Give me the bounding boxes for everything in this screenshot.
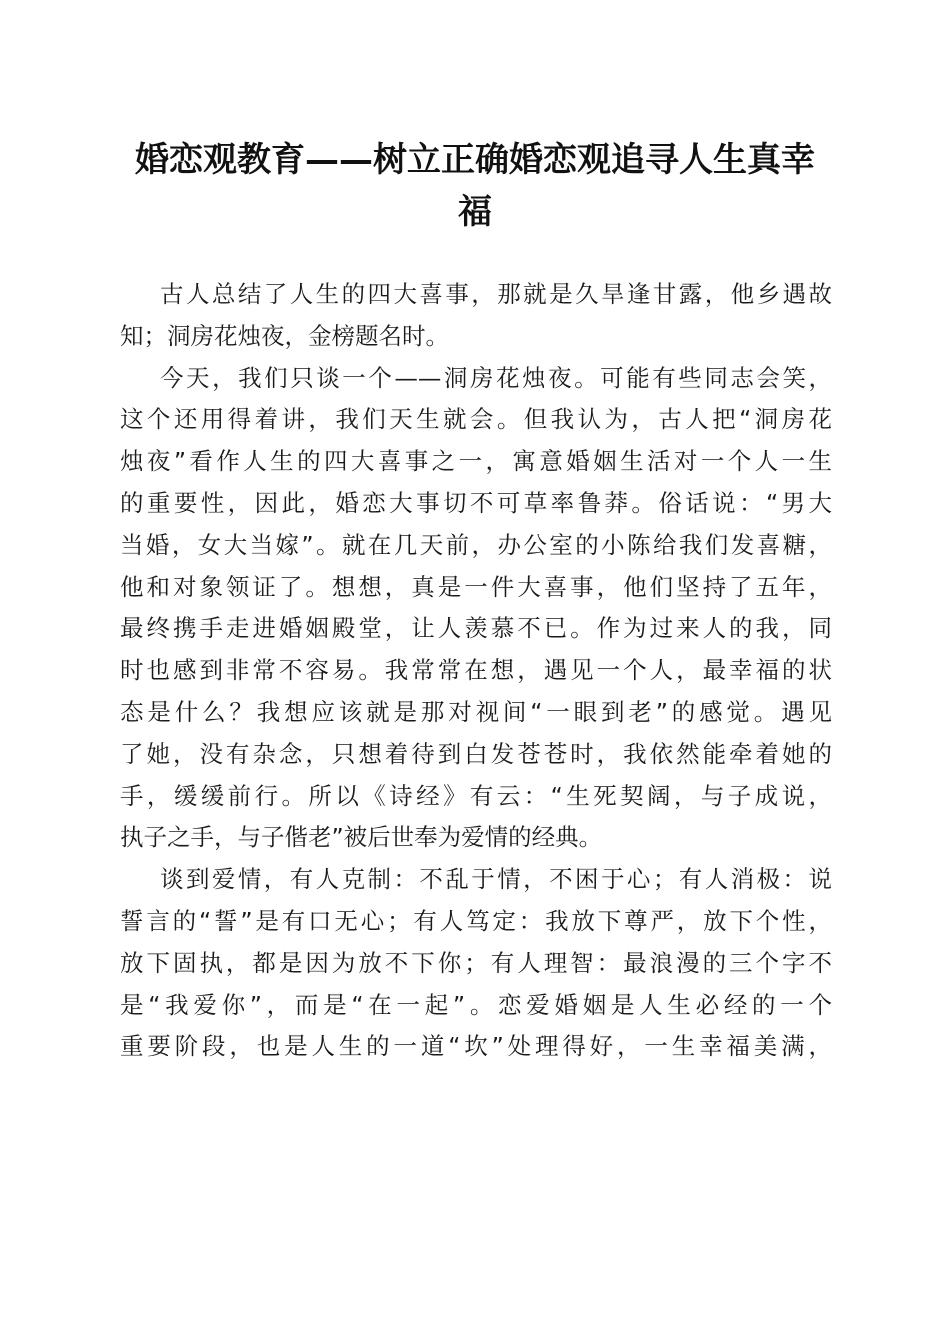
document-body — [120, 274, 832, 1068]
text-line: 重要阶段，也是人生的一道“坎”处理得好，一生幸福美满， — [120, 1032, 832, 1061]
title-line: 福 — [458, 192, 492, 232]
text-line: 了她，没有杂念，只想着待到白发苍苍时，我依然能牵着她的 — [120, 739, 832, 768]
text-line: 放下固执，都是因为放不下你；有人理智：最浪漫的三个字不 — [120, 948, 832, 977]
text-line: 他和对象领证了。想想，真是一件大喜事，他们坚持了五年， — [120, 572, 832, 601]
paragraph-2 — [120, 358, 832, 860]
text-line: 的重要性，因此，婚恋大事切不可草率鲁莽。俗话说：“男大 — [120, 488, 832, 517]
paragraph-3 — [120, 859, 832, 1068]
document-title — [118, 134, 832, 238]
text-line: 古人总结了人生的四大喜事，那就是久旱逢甘露，他乡遇故 — [160, 280, 832, 308]
text-line: 今天，我们只谈一个——洞房花烛夜。可能有些同志会笑， — [160, 363, 832, 392]
text-line: 当婚，女大当嫁”。就在几天前，办公室的小陈给我们发喜糖， — [120, 530, 832, 559]
text-line: 誓言的“誓”是有口无心；有人笃定：我放下尊严，放下个性， — [120, 906, 832, 935]
text-line: 知；洞房花烛夜，金榜题名时。 — [120, 321, 449, 350]
text-line: 烛夜”看作人生的四大喜事之一，寓意婚姻生活对一个人一生 — [120, 447, 832, 476]
text-line: 最终携手走进婚姻殿堂，让人羡慕不已。作为过来人的我，同 — [120, 614, 832, 643]
title-line: 婚恋观教育——树立正确婚恋观追寻人生真幸 — [135, 140, 815, 180]
text-line: 这个还用得着讲，我们天生就会。但我认为，古人把“洞房花 — [120, 405, 832, 434]
text-line: 手，缓缓前行。所以《诗经》有云：“生死契阔，与子成说， — [120, 781, 832, 810]
text-line: 是“我爱你”，而是“在一起”。恋爱婚姻是人生必经的一个 — [120, 990, 832, 1019]
paragraph-1 — [120, 274, 832, 358]
text-line: 时也感到非常不容易。我常常在想，遇见一个人，最幸福的状 — [120, 656, 832, 685]
text-line: 态是什么？我想应该就是那对视间“一眼到老”的感觉。遇见 — [120, 697, 832, 726]
text-line: 执子之手，与子偕老”被后世奉为爱情的经典。 — [120, 823, 603, 852]
text-line: 谈到爱情，有人克制：不乱于情，不困于心；有人消极：说 — [160, 865, 832, 894]
